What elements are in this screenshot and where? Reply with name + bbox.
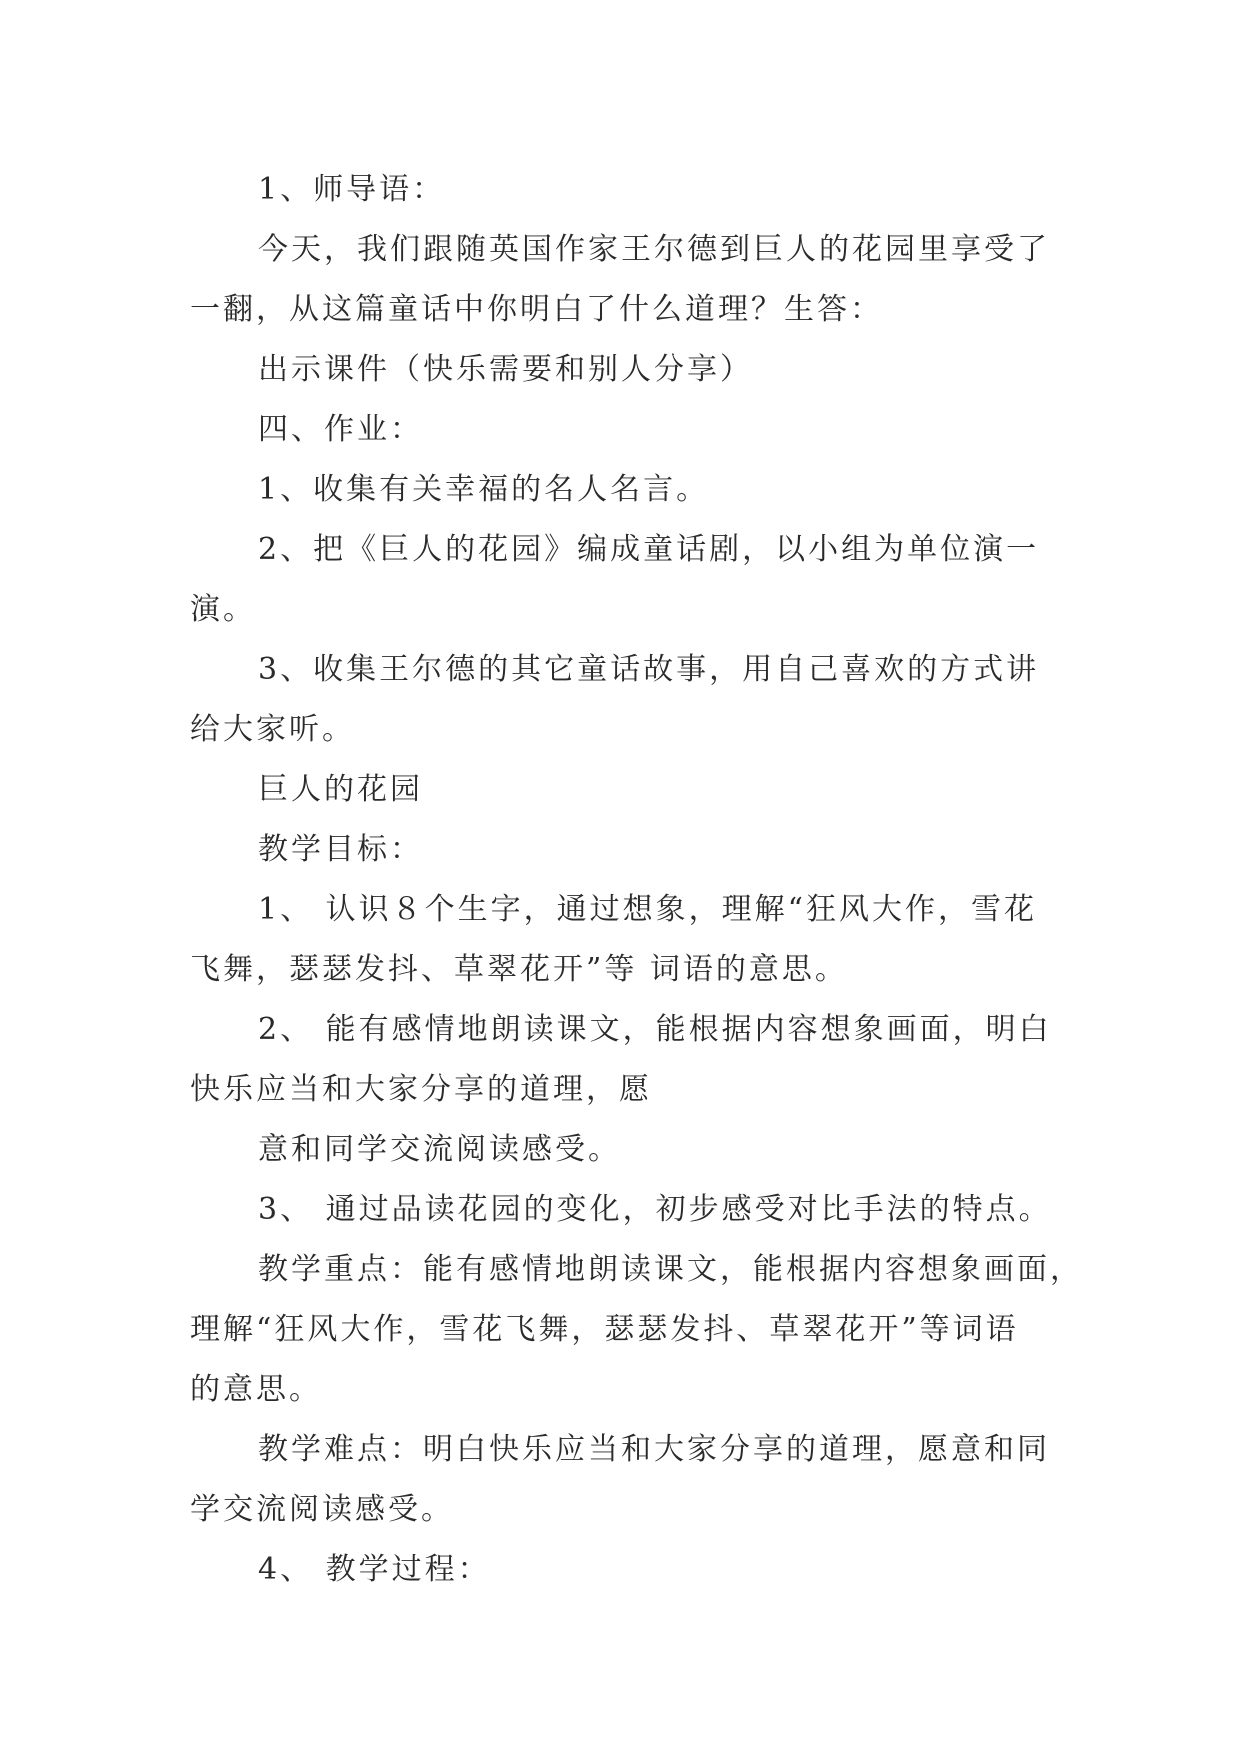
paragraph xyxy=(190,880,1070,1000)
text-line: 快乐应当和大家分享的道理，愿 xyxy=(190,1072,652,1107)
paragraph xyxy=(190,400,1070,460)
paragraph xyxy=(190,1240,1083,1420)
text-line: 2、把《巨人的花园》编成童话剧，以小组为单位演一 xyxy=(258,532,1040,567)
text-line: 3、 通过品读花园的变化，初步感受对比手法的特点。 xyxy=(258,1192,1052,1227)
paragraph xyxy=(190,1120,1070,1180)
text-line: 教学重点：能有感情地朗读课文，能根据内容想象画面， xyxy=(258,1252,1083,1287)
text-line: 演。 xyxy=(190,592,256,627)
text-line: 今天，我们跟随英国作家王尔德到巨人的花园里享受了 xyxy=(258,232,1050,267)
text-line: 学交流阅读感受。 xyxy=(190,1492,454,1527)
paragraph xyxy=(190,460,1070,520)
paragraph xyxy=(190,760,1070,820)
text-line: 1、 认识８个生字，通过想象，理解“狂风大作，雪花 xyxy=(258,892,1037,927)
text-line: 一翻，从这篇童话中你明白了什么道理？生答： xyxy=(190,292,883,327)
text-line: 四、作业： xyxy=(258,412,423,447)
text-line: 出示课件（快乐需要和别人分享） xyxy=(258,352,753,387)
text-line: 教学目标： xyxy=(258,832,423,867)
paragraph xyxy=(190,220,1070,340)
text-line: 的意思。 xyxy=(190,1372,322,1407)
paragraph xyxy=(190,1420,1070,1540)
paragraph xyxy=(190,1180,1070,1240)
paragraph xyxy=(190,640,1070,760)
text-line: 1、师导语： xyxy=(258,172,446,207)
text-line: 3、收集王尔德的其它童话故事，用自己喜欢的方式讲 xyxy=(258,652,1040,687)
text-line: 教学难点：明白快乐应当和大家分享的道理，愿意和同 xyxy=(258,1432,1050,1467)
text-line: 2、 能有感情地朗读课文，能根据内容想象画面，明白 xyxy=(258,1012,1052,1047)
text-line: 意和同学交流阅读感受。 xyxy=(258,1132,621,1167)
paragraph xyxy=(190,160,1070,220)
document-body xyxy=(190,160,1083,1600)
text-line: 给大家听。 xyxy=(190,712,355,747)
text-line: 飞舞，瑟瑟发抖、草翠花开”等 词语的意思。 xyxy=(190,952,848,987)
paragraph xyxy=(190,820,1070,880)
text-line: 1、收集有关幸福的名人名言。 xyxy=(258,472,710,507)
text-line: 4、 教学过程： xyxy=(258,1552,491,1587)
paragraph xyxy=(190,1540,1070,1600)
paragraph xyxy=(190,340,1070,400)
paragraph xyxy=(190,520,1070,640)
text-line: 理解“狂风大作，雪花飞舞，瑟瑟发抖、草翠花开”等词语 xyxy=(190,1312,1019,1347)
text-line: 巨人的花园 xyxy=(258,772,423,807)
paragraph xyxy=(190,1000,1070,1120)
